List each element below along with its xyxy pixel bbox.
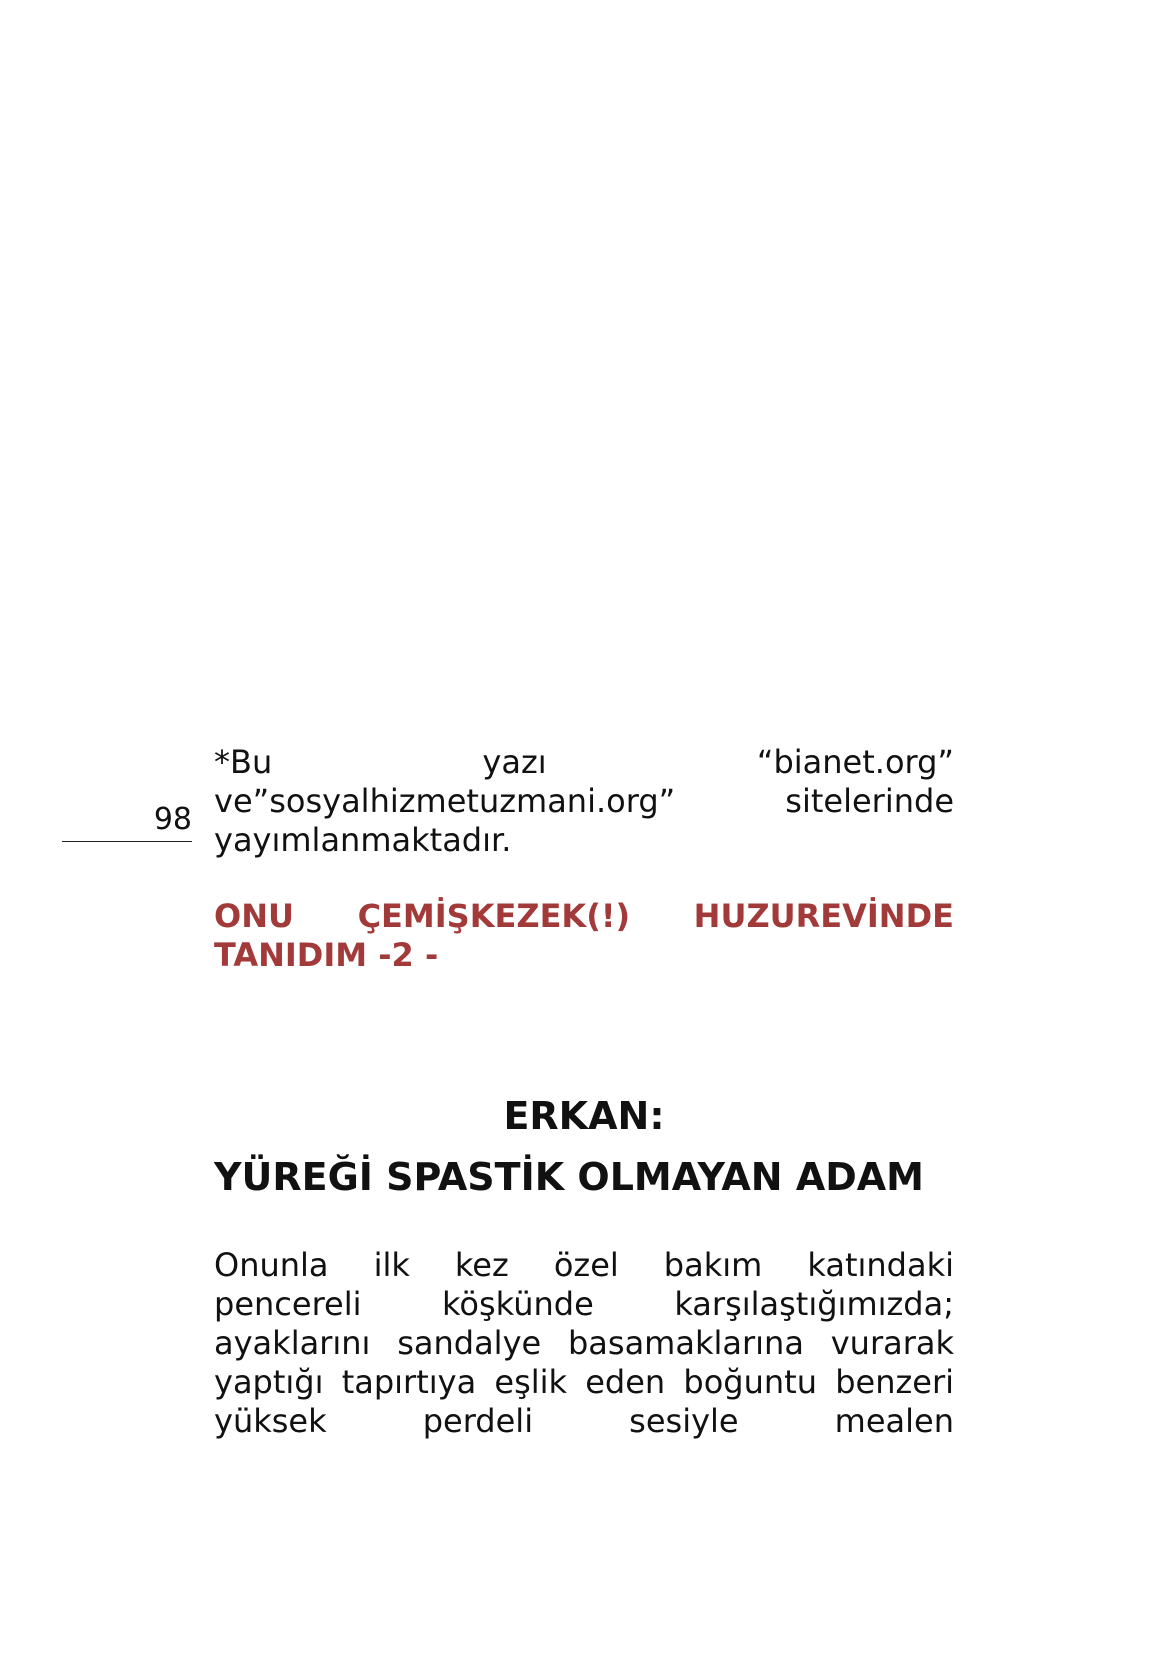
note-line: yayımlanmaktadır. — [214, 821, 512, 859]
article-body — [214, 1246, 954, 1441]
publication-note — [214, 743, 954, 860]
series-heading-line: TANIDIM -2 - — [214, 936, 439, 974]
body-line: yaptığı tapırtıya eşlik eden boğuntu benzeri — [214, 1363, 954, 1401]
article-subtitle: YÜREĞİ SPASTİK OLMAYAN ADAM — [214, 1155, 924, 1199]
series-heading — [214, 897, 954, 975]
page-number: 98 — [153, 802, 192, 837]
body-line: pencereli köşkünde karşılaştığımızda; — [214, 1285, 954, 1323]
article-title: ERKAN: — [503, 1094, 665, 1138]
body-line: yüksek perdeli sesiyle mealen — [214, 1402, 954, 1440]
page-number-rule — [62, 841, 192, 842]
series-heading-line: ONU ÇEMİŞKEZEK(!) HUZUREVİNDE — [214, 897, 954, 935]
note-line: *Bu yazı “bianet.org” — [214, 743, 954, 781]
body-line: Onunla ilk kez özel bakım katındaki — [214, 1246, 954, 1284]
note-line: ve”sosyalhizmetuzmani.org” sitelerinde — [214, 782, 954, 820]
body-line: ayaklarını sandalye basamaklarına vurarak — [214, 1324, 954, 1362]
